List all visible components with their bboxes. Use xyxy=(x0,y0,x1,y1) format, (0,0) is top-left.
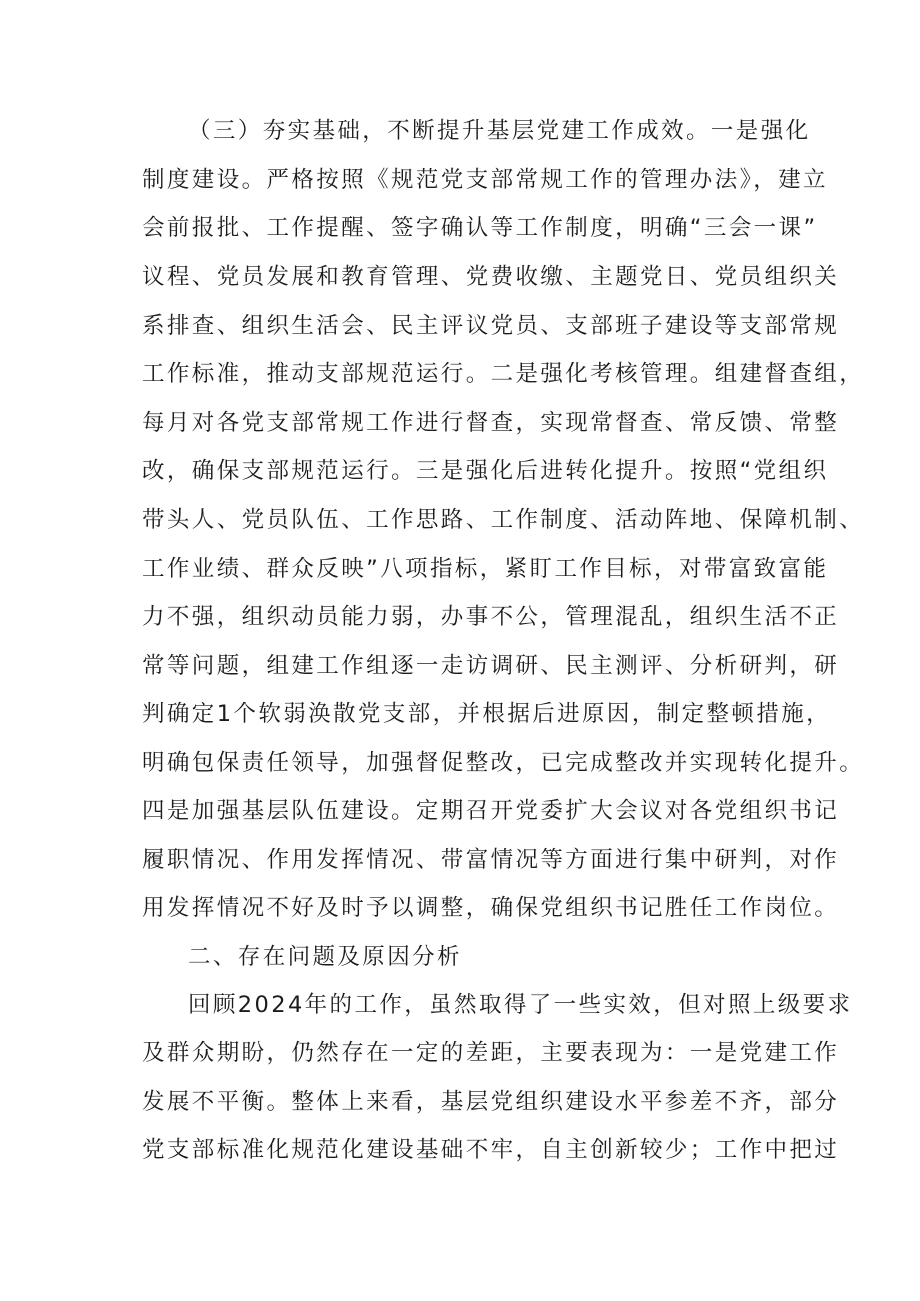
paragraph-line: 每月对各党支部常规工作进行督查，实现常督查、常反馈、常整 xyxy=(142,410,840,436)
paragraph-line: 履职情况、作用发挥情况、带富情况等方面进行集中研判，对作 xyxy=(142,847,840,873)
paragraph-line: 判确定1个软弱涣散党支部，并根据后进原因，制定整顿措施， xyxy=(142,701,832,727)
paragraph-line: 带头人、党员队伍、工作思路、工作制度、活动阵地、保障机制、 xyxy=(142,507,865,533)
paragraph-line: 党支部标准化规范化建设基础不牢，自主创新较少；工作中把过 xyxy=(142,1137,840,1163)
paragraph-line: 发展不平衡。整体上来看，基层党组织建设水平参差不齐，部分 xyxy=(142,1089,840,1115)
paragraph-line: 常等问题，组建工作组逐一走访调研、民主测评、分析研判，研 xyxy=(142,653,840,679)
paragraph-line: 力不强，组织动员能力弱，办事不公，管理混乱，组织生活不正 xyxy=(142,604,840,630)
paragraph-line: 制度建设。严格按照《规范党支部常规工作的管理办法》，建立 xyxy=(142,167,828,193)
paragraph-line: 系排查、组织生活会、民主评议党员、支部班子建设等支部常规 xyxy=(142,313,840,339)
section-heading: 二、存在问题及原因分析 xyxy=(188,944,462,970)
paragraph-line: 改，确保支部规范运行。三是强化后进转化提升。按照“党组织 xyxy=(142,458,829,484)
paragraph-line: 明确包保责任领导，加强督促整改，已完成整改并实现转化提升。 xyxy=(142,750,865,776)
paragraph-line: 会前报批、工作提醒、签字确认等工作制度，明确“三会一课” xyxy=(142,215,818,241)
paragraph-line: 工作标准，推动支部规范运行。二是强化考核管理。组建督查组， xyxy=(142,361,865,387)
paragraph-line: 用发挥情况不好及时予以调整，确保党组织书记胜任工作岗位。 xyxy=(142,895,840,921)
paragraph-line: 议程、党员发展和教育管理、党费收缴、主题党日、党员组织关 xyxy=(142,264,840,290)
paragraph-line: 四是加强基层队伍建设。定期召开党委扩大会议对各党组织书记 xyxy=(142,798,840,824)
paragraph-line: 工作业绩、群众反映”八项指标，紧盯工作目标，对带富致富能 xyxy=(142,556,829,582)
paragraph-line: 及群众期盼，仍然存在一定的差距，主要表现为：一是党建工作 xyxy=(142,1040,840,1066)
paragraph-line: 回顾2024年的工作，虽然取得了一些实效，但对照上级要求 xyxy=(188,992,853,1018)
paragraph-line: （三）夯实基础，不断提升基层党建工作成效。一是强化 xyxy=(188,118,811,144)
